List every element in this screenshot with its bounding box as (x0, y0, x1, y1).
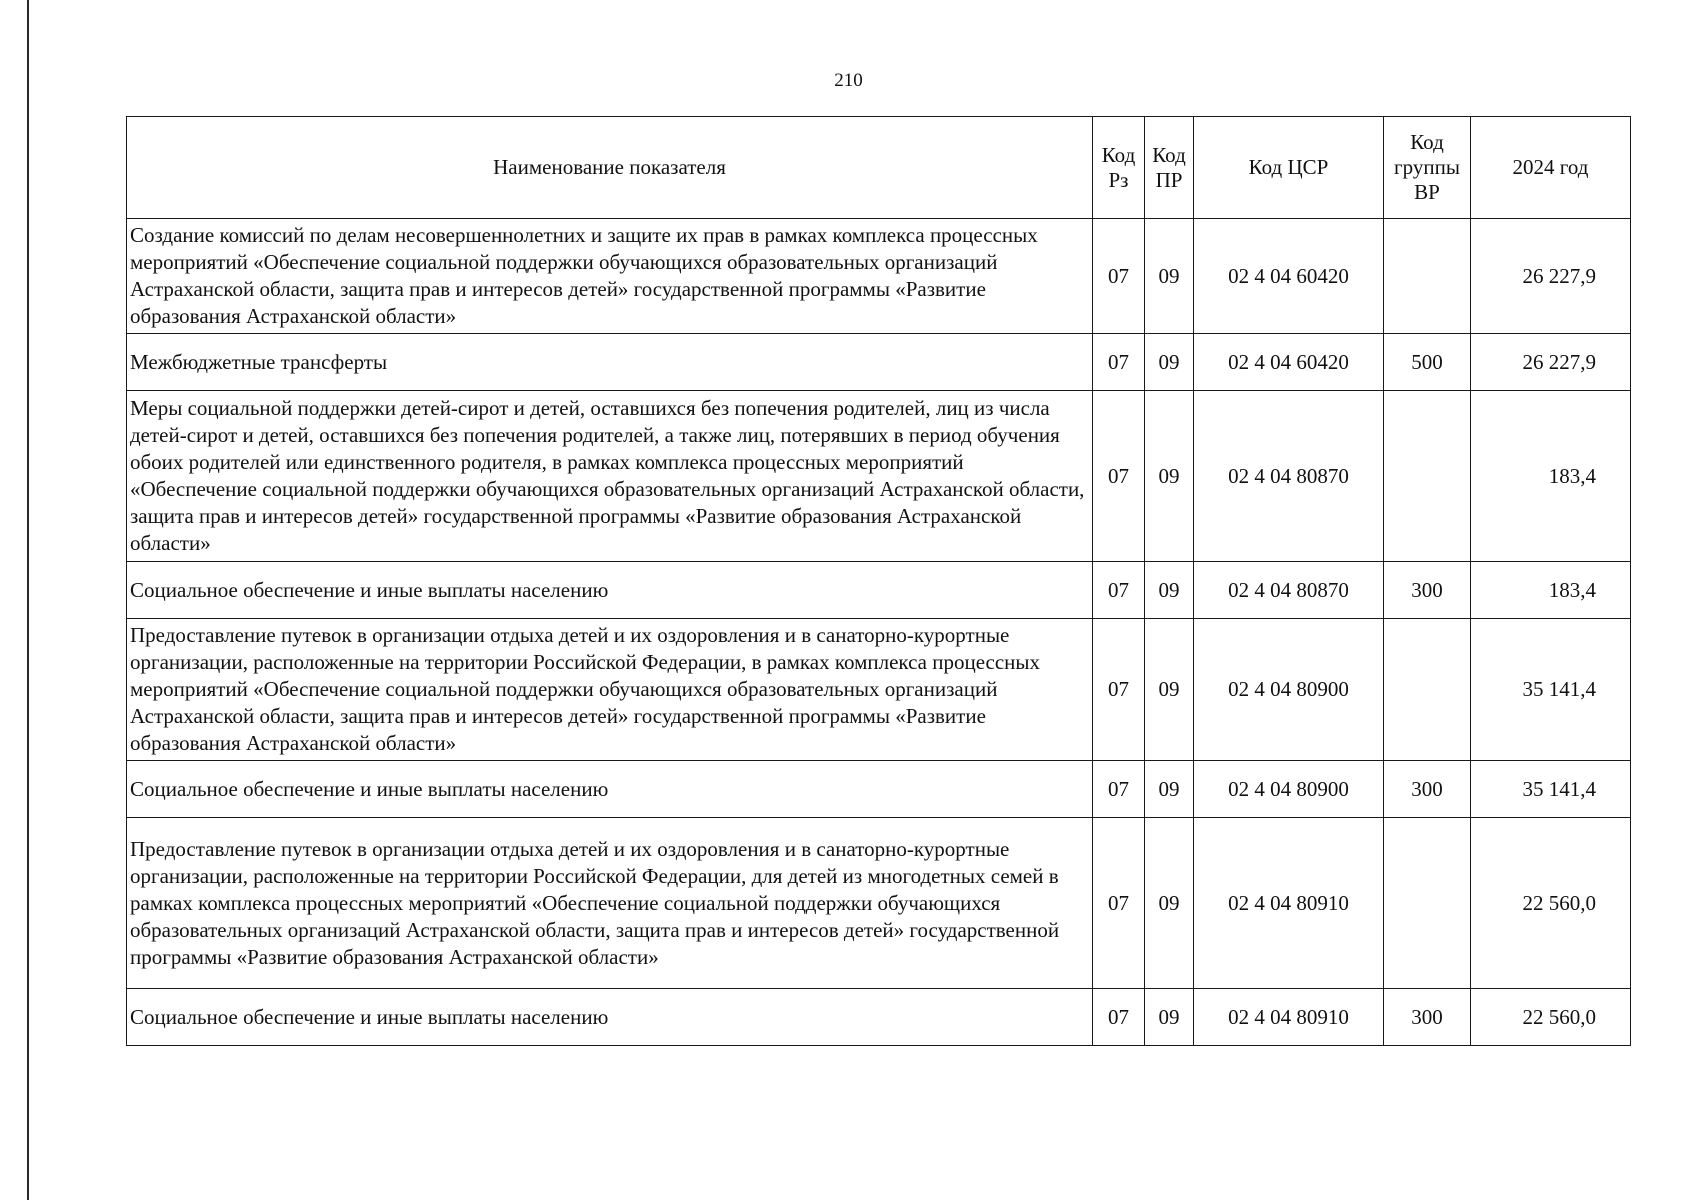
cell-name: Создание комиссий по делам несовершеннолетних и защите их прав в рамках комплекса процессных мероприятий «Обеспечение социальной поддержки обучающихся образовательных организаций Астраханской области, защита прав и интересов детей» государственной программы «Развитие образования Астраханской области» (127, 219, 1093, 334)
budget-table (126, 116, 1631, 1046)
cell-sum: 26 227,9 (1471, 334, 1631, 391)
cell-pr: 09 (1145, 562, 1194, 619)
cell-rz: 07 (1093, 761, 1145, 818)
table-row (127, 219, 1631, 334)
table-row (127, 619, 1631, 761)
cell-csr: 02 4 04 80900 (1194, 619, 1384, 761)
cell-csr: 02 4 04 80910 (1194, 989, 1384, 1046)
cell-rz: 07 (1093, 989, 1145, 1046)
cell-csr: 02 4 04 60420 (1194, 219, 1384, 334)
cell-sum: 183,4 (1471, 562, 1631, 619)
cell-csr: 02 4 04 80870 (1194, 562, 1384, 619)
table-body (127, 219, 1631, 1046)
cell-sum: 183,4 (1471, 391, 1631, 562)
cell-name: Предоставление путевок в организации отдыха детей и их оздоровления и в санаторно-курортные организации, расположенные на территории Российской Федерации, в рамках комплекса процессных мероприятий «Обеспечение социальной поддержки обучающихся образовательных организаций Астраханской области, защита прав и интересов детей» государственной программы «Развитие образования Астраханской области» (127, 619, 1093, 761)
cell-name: Социальное обеспечение и иные выплаты населению (127, 562, 1093, 619)
cell-rz: 07 (1093, 619, 1145, 761)
cell-sum: 22 560,0 (1471, 818, 1631, 989)
header-pr: Код ПР (1145, 117, 1194, 219)
cell-pr: 09 (1145, 989, 1194, 1046)
table-row (127, 391, 1631, 562)
table-row (127, 562, 1631, 619)
cell-pr: 09 (1145, 334, 1194, 391)
cell-vr (1384, 219, 1471, 334)
cell-sum: 22 560,0 (1471, 989, 1631, 1046)
cell-name: Меры социальной поддержки детей-сирот и детей, оставшихся без попечения родителей, лиц из числа детей-сирот и детей, оставшихся без попечения родителей, а также лиц, потерявших в период обучения обоих родителей или единственного родителя, в рамках комплекса процессных мероприятий «Обеспечение социальной поддержки обучающихся образовательных организаций Астраханской области, защита прав и интересов детей» государственной программы «Развитие образования Астраханской области» (127, 391, 1093, 562)
cell-pr: 09 (1145, 391, 1194, 562)
table-row (127, 818, 1631, 989)
header-rz: Код Рз (1093, 117, 1145, 219)
table-header (127, 117, 1631, 219)
cell-csr: 02 4 04 80910 (1194, 818, 1384, 989)
cell-vr: 500 (1384, 334, 1471, 391)
table-row (127, 989, 1631, 1046)
page-number: 210 (834, 70, 863, 91)
cell-rz: 07 (1093, 334, 1145, 391)
cell-sum: 35 141,4 (1471, 619, 1631, 761)
cell-name: Межбюджетные трансферты (127, 334, 1093, 391)
cell-csr: 02 4 04 60420 (1194, 334, 1384, 391)
cell-pr: 09 (1145, 619, 1194, 761)
header-vr: Код группы ВР (1384, 117, 1471, 219)
table-row (127, 761, 1631, 818)
header-csr: Код ЦСР (1194, 117, 1384, 219)
cell-vr (1384, 391, 1471, 562)
cell-pr: 09 (1145, 761, 1194, 818)
cell-rz: 07 (1093, 818, 1145, 989)
cell-rz: 07 (1093, 391, 1145, 562)
cell-name: Социальное обеспечение и иные выплаты населению (127, 989, 1093, 1046)
cell-name: Социальное обеспечение и иные выплаты населению (127, 761, 1093, 818)
cell-vr: 300 (1384, 562, 1471, 619)
cell-sum: 35 141,4 (1471, 761, 1631, 818)
cell-vr: 300 (1384, 761, 1471, 818)
cell-vr (1384, 818, 1471, 989)
header-row (127, 117, 1631, 219)
cell-sum: 26 227,9 (1471, 219, 1631, 334)
cell-name: Предоставление путевок в организации отдыха детей и их оздоровления и в санаторно-курортные организации, расположенные на территории Российской Федерации, для детей из многодетных семей в рамках комплекса процессных мероприятий «Обеспечение социальной поддержки обучающихся образовательных организаций Астраханской области, защита прав и интересов детей» государственной программы «Развитие образования Астраханской области» (127, 818, 1093, 989)
cell-pr: 09 (1145, 219, 1194, 334)
cell-rz: 07 (1093, 219, 1145, 334)
cell-vr (1384, 619, 1471, 761)
header-sum: 2024 год (1471, 117, 1631, 219)
cell-csr: 02 4 04 80870 (1194, 391, 1384, 562)
cell-rz: 07 (1093, 562, 1145, 619)
binding-margin-line (27, 0, 29, 1200)
cell-vr: 300 (1384, 989, 1471, 1046)
header-name: Наименование показателя (127, 117, 1093, 219)
table-row (127, 334, 1631, 391)
cell-csr: 02 4 04 80900 (1194, 761, 1384, 818)
cell-pr: 09 (1145, 818, 1194, 989)
